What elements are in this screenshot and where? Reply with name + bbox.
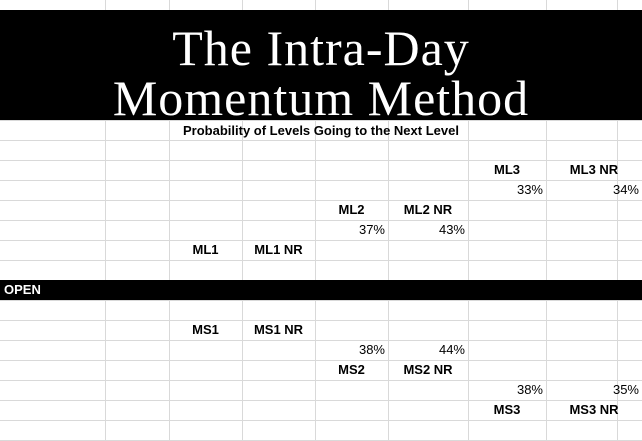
ml2-nr-label[interactable]: ML2 NR bbox=[403, 202, 453, 217]
banner-title-line1: The Intra-Day bbox=[172, 20, 470, 76]
ml3-nr-label[interactable]: ML3 NR bbox=[569, 162, 619, 177]
ms1-label[interactable]: MS1 bbox=[192, 322, 219, 337]
ms3-nr-label[interactable]: MS3 NR bbox=[569, 402, 619, 417]
ml1-nr-label[interactable]: ML1 NR bbox=[254, 242, 303, 257]
ms2-probability[interactable]: 38% bbox=[358, 342, 385, 357]
ms2-nr-probability[interactable]: 44% bbox=[438, 342, 465, 357]
ml3-probability[interactable]: 33% bbox=[516, 182, 543, 197]
ml3-nr-probability[interactable]: 34% bbox=[612, 182, 639, 197]
table-subtitle: Probability of Levels Going to the Next Level bbox=[183, 123, 459, 138]
open-row[interactable]: OPEN bbox=[0, 280, 642, 300]
row-gridline bbox=[0, 420, 642, 421]
row-gridline bbox=[0, 300, 642, 301]
ms2-label[interactable]: MS2 bbox=[338, 362, 365, 377]
ml2-probability[interactable]: 37% bbox=[358, 222, 385, 237]
ms3-nr-probability[interactable]: 35% bbox=[612, 382, 639, 397]
ms2-nr-label[interactable]: MS2 NR bbox=[403, 362, 453, 377]
ms3-probability[interactable]: 38% bbox=[516, 382, 543, 397]
title-banner bbox=[0, 10, 642, 126]
row-gridline bbox=[0, 240, 642, 241]
ml2-nr-probability[interactable]: 43% bbox=[438, 222, 465, 237]
ms3-label[interactable]: MS3 bbox=[493, 402, 521, 417]
row-gridline bbox=[0, 320, 642, 321]
ml3-label[interactable]: ML3 bbox=[494, 162, 520, 177]
ml1-label[interactable]: ML1 bbox=[192, 242, 219, 257]
ml2-label[interactable]: ML2 bbox=[338, 202, 365, 217]
row-gridline bbox=[0, 260, 642, 261]
ms1-nr-label[interactable]: MS1 NR bbox=[253, 322, 304, 337]
banner-title-line2: Momentum Method bbox=[112, 70, 530, 126]
